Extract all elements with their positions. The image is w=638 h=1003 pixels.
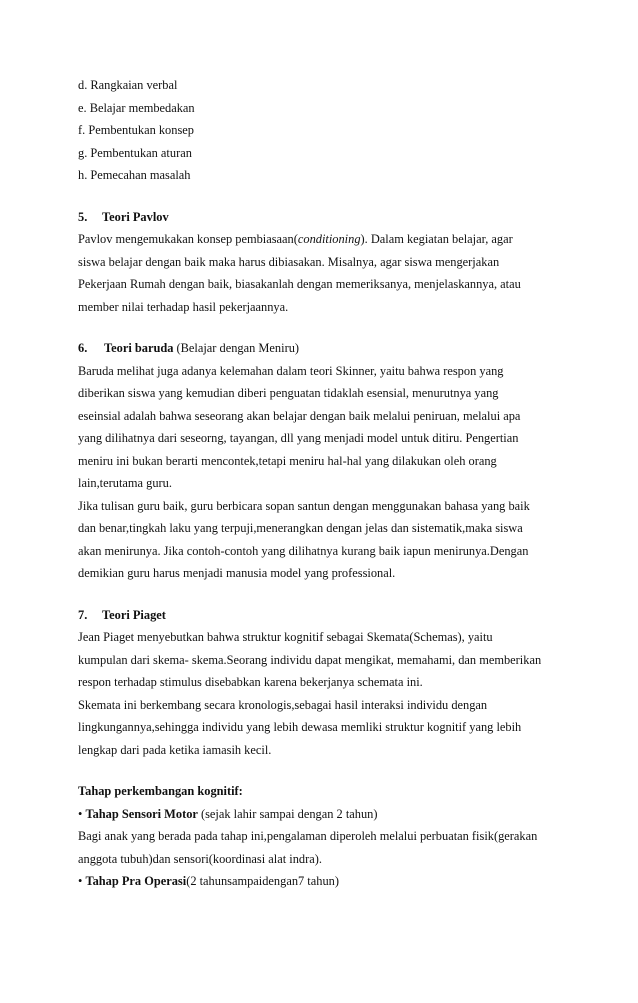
section-heading-pavlov [78,206,568,229]
paragraph-line: meniru ini bukan berarti mencontek,tetapi meniru hal-hal yang dilakukan oleh orang [78,453,497,468]
paragraph-line: anggota tubuh)dan sensori(koordinasi alat indra). [78,851,322,866]
text-span: ). Dalam kegiatan belajar, agar [360,232,513,246]
italic-term: conditioning [297,232,361,246]
stage-range: (sejak lahir sampai dengan 2 tahun) [197,806,378,821]
stage-range: (2 tahunsampaidengan7 tahun) [186,874,339,888]
paragraph-line: kumpulan dari skema- skema.Seorang individu dapat mengikat, memahami, dan memberikan [78,652,542,667]
paragraph-line: dan benar,tingkah laku yang terpuji,menerangkan dengan jelas dan sistematik,maka siswa [78,521,523,535]
tahap-heading: Tahap perkembangan kognitif: [78,784,243,798]
section-number: 5. [78,209,88,224]
paragraph-line: yang dilihatnya dari seseorng, tayangan, dll yang menjadi model untuk ditiru. Pengertian [78,431,519,445]
stage-title: Tahap Pra Operasi [85,874,187,888]
list-item: d. Rangkaian verbal [78,78,178,92]
tahap-pra-operasi [78,870,568,893]
section-heading-piaget [78,604,568,627]
paragraph-line: Jean Piaget menyebutkan bahwa struktur kognitif sebagai Skemata(Schemas), yaitu [78,630,493,644]
paragraph-line: respon terhadap stimulus disebabkan karena bekerjanya schemata ini. [78,675,423,689]
tahap-sensori-motor [78,803,568,826]
section-title: Teori baruda [104,341,174,355]
paragraph-line: Baruda melihat juga adanya kelemahan dalam teori Skinner, yaitu bahwa respon yang [78,363,504,378]
list-item: h. Pemecahan masalah [78,168,191,182]
paragraph-line: diberikan siswa yang kemudian diberi penguatan tidaklah esensial, menurutnya yang [78,386,499,400]
paragraph-line: lengkap dari pada ketika iamasih kecil. [78,742,272,757]
text-span: Pavlov mengemukakan konsep pembiasaan( [78,232,298,246]
document-body [78,74,568,893]
section-title: Teori Piaget [102,607,166,622]
section-subtitle: (Belajar dengan Meniru) [173,341,300,355]
stage-title: Tahap Sensori Motor [85,806,198,821]
section-number: 7. [78,607,88,622]
paragraph-line: lain,terutama guru. [78,476,172,490]
list-item: g. Pembentukan aturan [78,145,192,160]
paragraph-line: Bagi anak yang berada pada tahap ini,pengalaman diperoleh melalui perbuatan fisik(gerakan [78,829,538,843]
bullet: • [78,806,86,821]
paragraph-line: akan menirunya. Jika contoh-contoh yang dilihatnya kurang baik iapun menirunya.Dengan [78,543,529,558]
paragraph-line: Skemata ini berkembang secara kronologis,sebagai hasil interaksi individu dengan [78,697,488,712]
paragraph-line: eseinsial adalah bahwa seseorang akan belajar dengan baik melalui peniruan, melalui apa [78,408,521,423]
paragraph-line: Pekerjaan Rumah dengan baik, biasakanlah dengan memeriksanya, menjelaskannya, atau [78,277,521,291]
paragraph-line [78,228,568,251]
list-item: f. Pembentukan konsep [78,123,194,137]
paragraph-line: demikian guru harus menjadi manusia model yang professional. [78,566,396,580]
paragraph-line: member nilai terhadap hasil pekerjaannya. [78,299,289,314]
paragraph-line: Jika tulisan guru baik, guru berbicara sopan santun dengan menggunakan bahasa yang baik [78,498,530,513]
paragraph-line: siswa belajar dengan baik maka harus dibiasakan. Misalnya, agar siswa mengerjakan [78,254,500,269]
section-number: 6. [78,341,88,355]
section-heading-baruda [78,337,568,360]
paragraph-line: lingkungannya,sehingga individu yang lebih dewasa memliki struktur kognitif yang lebih [78,720,522,734]
bullet: • [78,874,86,888]
list-item: e. Belajar membedakan [78,100,195,115]
section-title: Teori Pavlov [102,209,169,224]
